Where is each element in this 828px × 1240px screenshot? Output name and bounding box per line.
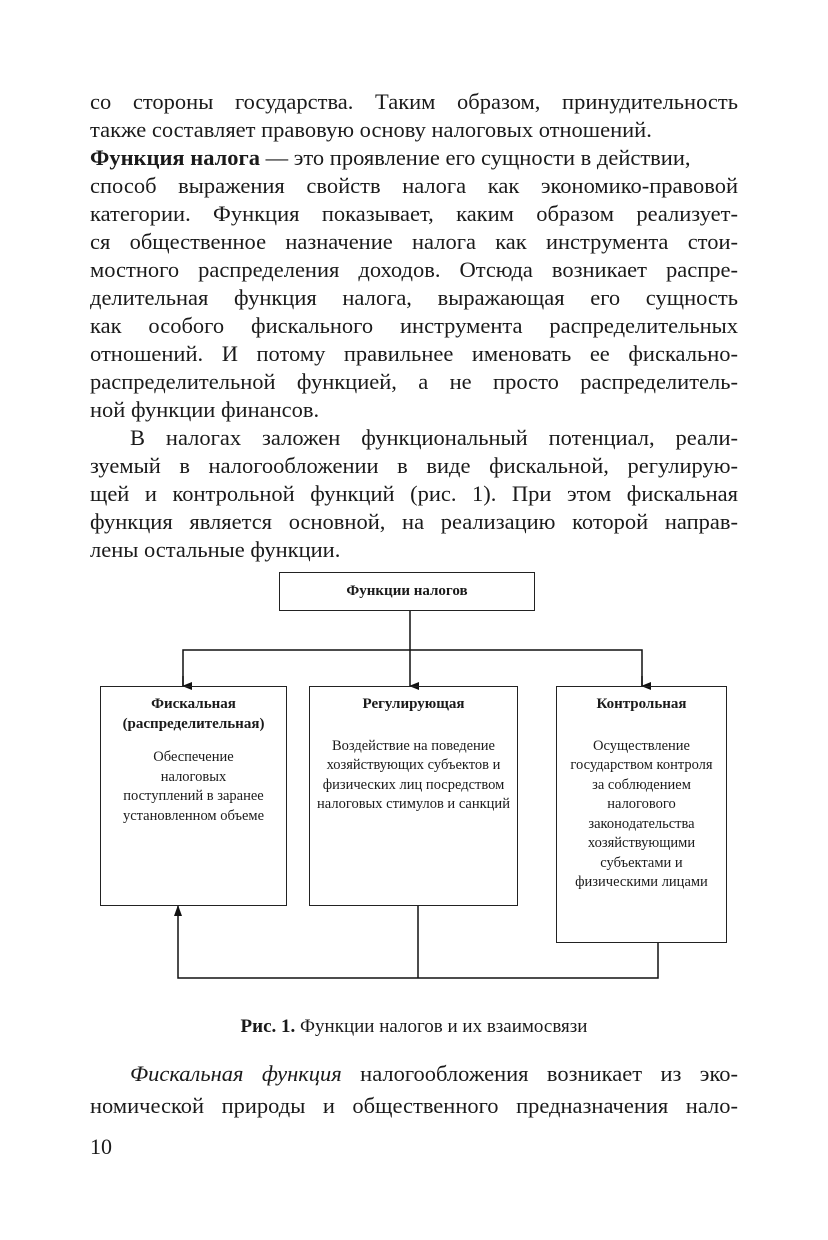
diagram-root-box xyxy=(279,572,535,611)
caption-label: Рис. 1. xyxy=(240,1016,296,1037)
caption-text: Функции налогов и их взаимосвязи xyxy=(295,1016,588,1037)
box-title: Контрольная xyxy=(596,696,687,712)
text-line: лены остальные функции. xyxy=(90,537,341,562)
text-line: распределительной функцией, а не просто распределитель- xyxy=(90,369,738,394)
text-line: со стороны государства. Таким образом, принудительность xyxy=(90,89,738,114)
text-line: мостного распределения доходов. Отсюда возникает распре- xyxy=(90,257,738,282)
text-span: налогообложения возникает из эко- xyxy=(341,1061,738,1086)
box-description: Осуществление государством контроля за соблюдением налогового законодательства хозяйствующими субъектами и физическими лицами xyxy=(570,737,713,890)
text-line: категории. Функция показывает, каким образом реализует- xyxy=(90,201,738,226)
box-title: Регулирующая xyxy=(362,696,465,712)
text-line: отношений. И потому правильнее именовать ее фискально- xyxy=(90,341,738,366)
text-line: функция является основной, на реализацию которой направ- xyxy=(90,509,738,534)
diagram-box-fiscal xyxy=(100,686,287,906)
page-number: 10 xyxy=(90,1134,112,1159)
text-span: — это проявление его сущности в действии, xyxy=(259,145,691,170)
text-line: щей и контрольной функций (рис. 1). При этом фискальная xyxy=(90,481,738,506)
diagram-box-control xyxy=(556,686,727,943)
text-line: делительная функция налога, выражающая его сущность xyxy=(90,285,738,310)
term-bold: Функция налога xyxy=(90,145,260,170)
box-title: Фискальная (распределительная) xyxy=(122,696,265,732)
text-line: как особого фискального инструмента распределительных xyxy=(90,313,738,338)
box-description: Воздействие на поведение хозяйствующих субъектов и физических лиц посредством налоговых стимулов и санкций xyxy=(317,737,510,812)
text-line: ся общественное назначение налога как инструмента стои- xyxy=(90,229,738,254)
text-line xyxy=(90,1060,738,1088)
arrow-to-fiscal-feedback xyxy=(174,905,182,916)
branch-line xyxy=(183,650,642,686)
diagram-box-regulatory xyxy=(309,686,518,906)
text-line: также составляет правовую основу налоговых отношений. xyxy=(90,117,652,142)
box-description: Обеспечение налоговых поступлений в заранее установленном объеме xyxy=(122,749,265,824)
figure-caption xyxy=(0,1016,828,1038)
text-line: В налогах заложен функциональный потенциал, реали- xyxy=(130,425,738,450)
text-line: зуемый в налогообложении в виде фискальной, регулирую- xyxy=(90,453,738,478)
text-line: способ выражения свойств налога как экономико-правовой xyxy=(90,173,738,198)
text-line: ной функции финансов. xyxy=(90,397,320,422)
root-title: Функции налогов xyxy=(346,583,468,599)
term-italic: Фискальная функция xyxy=(130,1061,342,1086)
text-line: номической природы и общественного предназначения нало- xyxy=(90,1093,738,1118)
